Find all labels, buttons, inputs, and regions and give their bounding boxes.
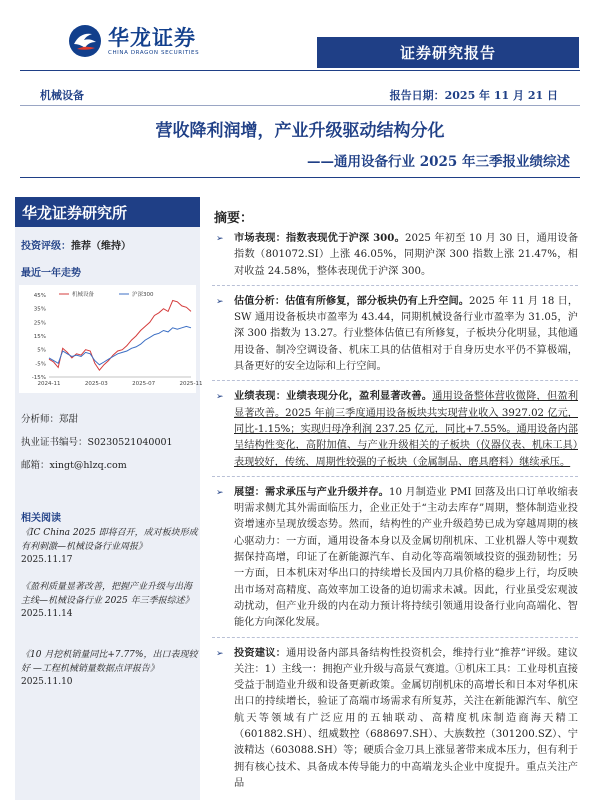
summary-bullets bbox=[212, 230, 578, 804]
bullet-lead: 估值分析：估值有所修复，部分板块仍有上升空间。 bbox=[234, 294, 469, 307]
bullet-body: 2025 年初至 10 月 30 日，通用设备指数（801072.SI）上涨 46.05%，同期沪深 300 指数上涨 21.47%，相对收益 24.58%，整体表现优于沪深 300。 bbox=[234, 233, 579, 277]
company-logo bbox=[68, 24, 199, 58]
report-date: 报告日期：2025 年 11 月 21 日 bbox=[389, 89, 558, 102]
summary-bullet bbox=[212, 388, 578, 476]
summary-bullet bbox=[212, 645, 578, 798]
arrow-icon: ➢ bbox=[216, 648, 224, 659]
dragon-logo-icon bbox=[68, 24, 102, 58]
legend-label: 沪深300 bbox=[132, 292, 154, 298]
institute-name: 华龙证券研究所 bbox=[15, 197, 200, 227]
rating-label: 投资评级： bbox=[21, 241, 71, 252]
bullet-lead: 业绩表现：业绩表现分化，盈利显著改善。 bbox=[234, 390, 433, 403]
subheader-divider bbox=[20, 105, 580, 106]
analyst: 分析师：郑甜 bbox=[21, 414, 79, 425]
summary-bullet bbox=[212, 484, 578, 638]
arrow-icon: ➢ bbox=[216, 392, 224, 403]
sidebar bbox=[15, 197, 203, 800]
related-item-title: 《IC China 2025 即将召开，成对板块形成有利刺激—机械设备行业周报》 bbox=[21, 528, 198, 552]
y-tick-label: 5% bbox=[37, 347, 46, 354]
bullet-body: 2025 年 11 月 18 日，SW 通用设备板块市盈率为 43.44，同期机械设备行业市盈率为 31.05，沪深 300 指数为 13.27。行业整体估值已有所修复，子板块分化明显，其他通用设备、制冷空调设备、机床工具的估值相对于自身历史水平仍不算极端，具备更好的安全边际和上行空间。 bbox=[234, 295, 579, 373]
trend-title: 最近一年走势 bbox=[21, 268, 81, 279]
report-type-banner: 证券研究报告 bbox=[317, 37, 579, 68]
related-item-date: 2025.11.10 bbox=[21, 677, 73, 687]
certificate-number: 执业证书编号：S0230521040001 bbox=[21, 437, 173, 448]
logo-name: 华龙证券 bbox=[108, 26, 196, 50]
legend-label: 机械设备 bbox=[72, 292, 95, 298]
related-item-date: 2025.11.14 bbox=[21, 609, 73, 619]
arrow-icon: ➢ bbox=[216, 487, 224, 498]
rating-value: 推荐（维持） bbox=[71, 241, 131, 252]
y-tick-label: -5% bbox=[35, 361, 46, 368]
logo-english-name: CHINA DRAGON SECURITIES bbox=[108, 50, 200, 56]
arrow-icon: ➢ bbox=[216, 234, 224, 244]
x-tick-label: 2024-11 bbox=[37, 381, 61, 387]
bullet-body: 通用设备整体营收微降，但盈利显著改善。2025 年前三季度通用设备板块共实现营业收入 3927.02 亿元，同比-1.15%；实现归母净利润 237.25 亿元，同比+7.55%。通用设备内部呈结构性变化，高附加值、与产业升级相关的子板块（仪器仪表、机床工具）表现较好，传统、周期性较强的子板块（金属制品、磨具磨料）继续承压。 bbox=[234, 391, 579, 468]
report-title: 营收降利润增，产业升级驱动结构分化 bbox=[155, 121, 445, 141]
related-reading-title: 相关阅读 bbox=[21, 513, 61, 524]
bullet-body: 10 月制造业 PMI 回落及出口订单收缩表明需求侧尤其外需面临压力，企业正处于“主动去库存”周期，整体制造业投资增速亦呈现放缓态势。然而，结构性的产业升级趋势已成为穿越周期的核心驱动力：一方面，通用设备本身以及金属切削机床、工业机器人等中观数据保持高增，印证了在新能源汽车、自动化等高端领域投资的强劲韧性；另一方面，日本机床对华出口的持续增长及国内刀具价格的稳步上行，均反映出市场对高精度、高效率加工设备的迫切需求未减。因此，行业虽受宏观波动扰动，但产业升级的内在动力预计将持续引领通用设备行业向高端化、智能化方向深化发展。 bbox=[234, 486, 578, 629]
summary-bullet bbox=[212, 230, 578, 286]
y-tick-label: 45% bbox=[33, 293, 46, 299]
y-tick-label: 15% bbox=[33, 334, 46, 340]
summary-bullet bbox=[212, 293, 578, 381]
summary-heading: 摘要： bbox=[214, 211, 254, 226]
analyst-email: 邮箱：xingt@hlzq.com bbox=[21, 460, 127, 471]
related-item-date: 2025.11.17 bbox=[21, 555, 73, 565]
x-tick-label: 2025-03 bbox=[84, 381, 108, 387]
industry-label: 机械设备 bbox=[40, 89, 84, 102]
x-tick-label: 2025-11 bbox=[179, 381, 203, 387]
rating bbox=[21, 237, 131, 252]
title-divider bbox=[20, 177, 580, 178]
related-item[interactable] bbox=[21, 527, 199, 568]
related-item-title: 《盈利质量显著改善，把握产业升级与出海主线—机械设备行业 2025 年三季报综述》 bbox=[21, 582, 194, 606]
report-subtitle: ——通用设备行业 2025 年三季报业绩综述 bbox=[307, 154, 570, 170]
trend-chart bbox=[19, 285, 203, 393]
bullet-lead: 市场表现：指数表现优于沪深 300。 bbox=[234, 232, 405, 244]
bullet-lead: 展望：需求承压与产业升级并存。 bbox=[234, 485, 390, 498]
related-item[interactable] bbox=[21, 581, 199, 622]
y-tick-label: 35% bbox=[33, 306, 46, 313]
y-tick-label: -15% bbox=[31, 375, 46, 381]
arrow-icon: ➢ bbox=[216, 296, 224, 307]
header-divider bbox=[20, 70, 580, 71]
bullet-lead: 投资建议： bbox=[234, 646, 287, 659]
x-tick-label: 2025-07 bbox=[132, 381, 156, 387]
related-item-title: 《10 月挖机销量同比+7.77%，出口表现较好 —工程机械销量数据点评报告》 bbox=[21, 650, 198, 674]
y-tick-label: 25% bbox=[33, 320, 46, 327]
bullet-body: 通用设备内部具备结构性投资机会，维持行业“推荐”评级。建议关注：1）主线一：拥抱产业升级与高景气赛道。①机床工具：工业母机直接受益于制造业升级和设备更新政策。金属切削机床的高增长和日本对华机床出口的持续增长，验证了高端市场需求有所复苏，关注在新能源汽车、航空航天等领域有广泛应用的五轴联动、高精度机床制造商海天精工（601882.SH）、纽威数控（688697.SH）、大族数控（301200.SZ）、宁波精达（603088.SH）等；硬质合金刀具上涨显著带来成本压力，但有利于拥有核心技术、具备成本传导能力的中高端龙头企业中度提升。重点关注产品 bbox=[234, 647, 578, 789]
related-item[interactable] bbox=[21, 649, 199, 690]
